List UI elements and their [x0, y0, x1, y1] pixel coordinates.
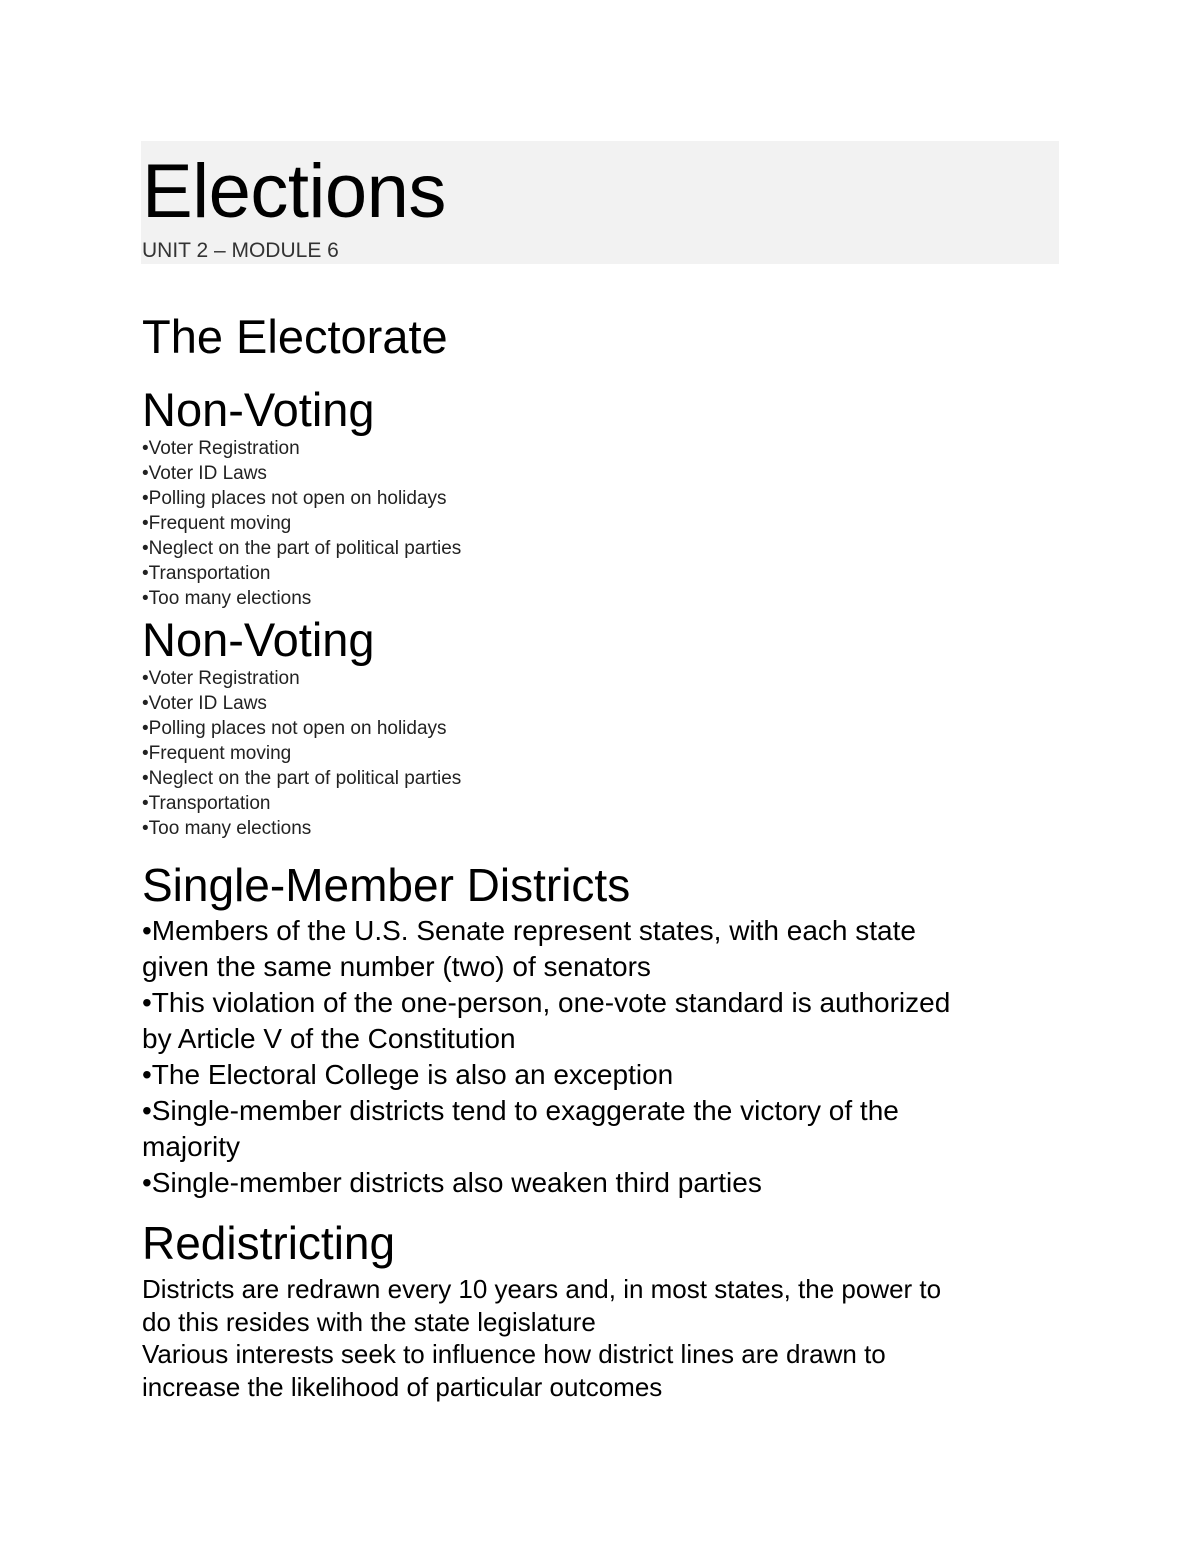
list-item: •Transportation: [142, 793, 271, 814]
section-heading-electorate: The Electorate: [142, 310, 448, 363]
section-heading-non-voting-1: Non-Voting: [142, 383, 375, 436]
paragraph: Districts are redrawn every 10 years and, in most states, the power to do this resides with the state legislature: [142, 1274, 942, 1337]
document-subtitle: UNIT 2 – MODULE 6: [142, 239, 339, 262]
list-item: •Single-member districts also weaken third parties: [142, 1167, 762, 1198]
list-item: •The Electoral College is also an exception: [142, 1059, 674, 1090]
list-item: •Neglect on the part of political parties: [142, 538, 462, 559]
list-item: •Polling places not open on holidays: [142, 718, 447, 739]
list-item: •Polling places not open on holidays: [142, 488, 447, 509]
section-heading-non-voting-2: Non-Voting: [142, 613, 375, 666]
list-item: •Single-member districts tend to exaggerate the victory of the majority: [142, 1095, 899, 1162]
list-item: •Voter Registration: [142, 668, 300, 689]
list-item: •Members of the U.S. Senate represent states, with each state given the same number (two) of senators: [142, 915, 916, 982]
list-item: •Neglect on the part of political parties: [142, 768, 462, 789]
document-title: Elections: [142, 149, 446, 234]
list-item: •Frequent moving: [142, 743, 292, 764]
single-member-list: [142, 913, 962, 1201]
section-heading-redistricting: Redistricting: [142, 1217, 396, 1269]
list-item: •Frequent moving: [142, 513, 292, 534]
non-voting-list-2: [142, 666, 461, 841]
list-item: •This violation of the one-person, one-vote standard is authorized by Article V of the Constitution: [142, 987, 951, 1054]
list-item: •Transportation: [142, 563, 271, 584]
list-item: •Voter ID Laws: [142, 693, 267, 714]
list-item: •Voter ID Laws: [142, 463, 267, 484]
paragraph: Various interests seek to influence how district lines are drawn to increase the likelihood of particular outcomes: [142, 1339, 886, 1402]
non-voting-list-1: [142, 436, 461, 611]
section-heading-single-member-districts: Single-Member Districts: [142, 859, 631, 911]
list-item: •Too many elections: [142, 588, 312, 609]
list-item: •Too many elections: [142, 818, 312, 839]
list-item: •Voter Registration: [142, 438, 300, 459]
redistricting-text: [142, 1273, 942, 1403]
